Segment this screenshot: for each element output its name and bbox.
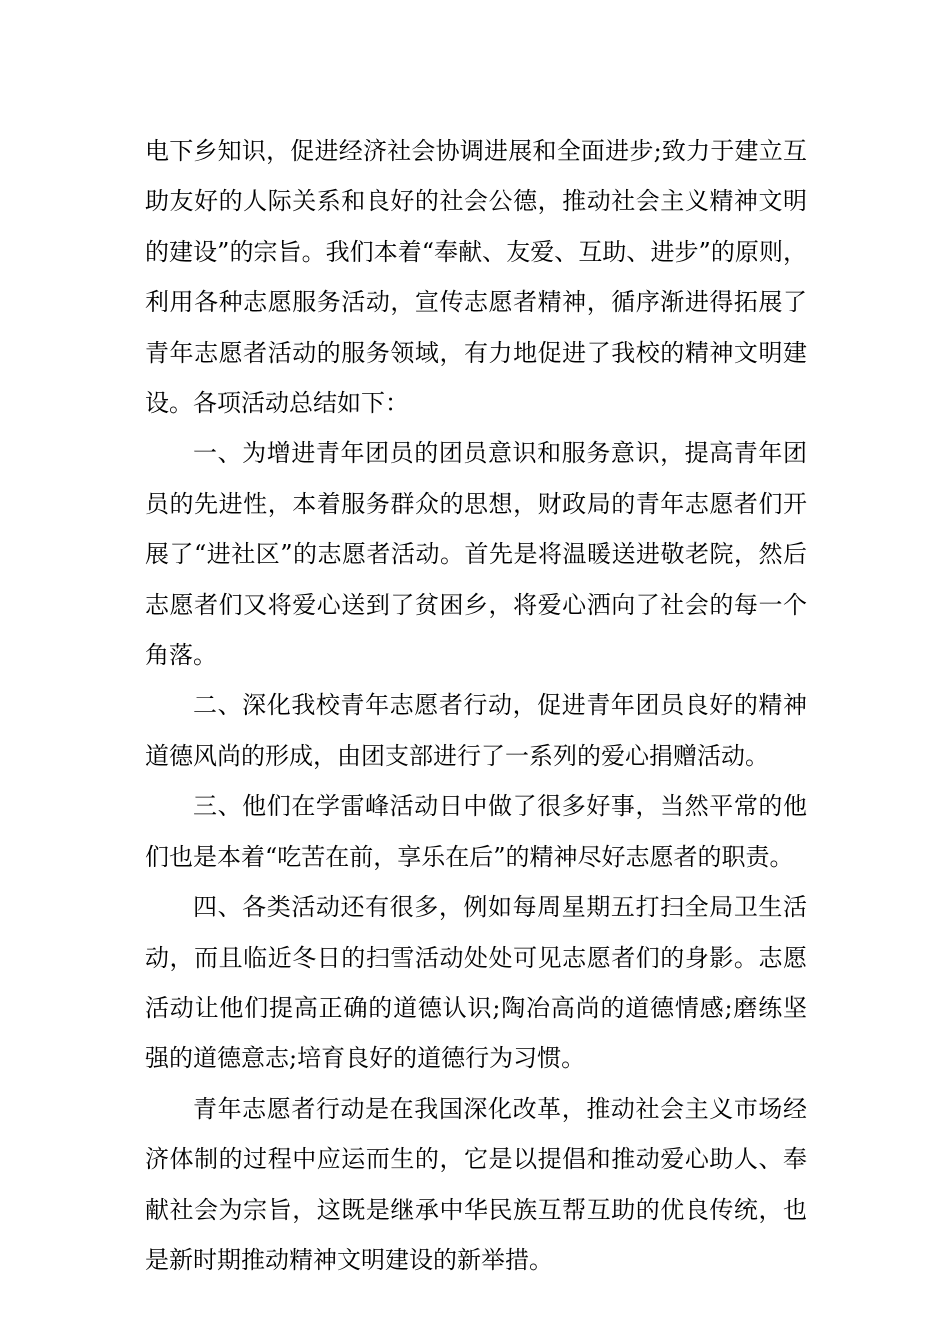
paragraph-item-four: 四、各类活动还有很多，例如每周星期五打扫全局卫生活动，而且临近冬日的扫雪活动处处可见志愿者们的身影。志愿活动让他们提高正确的道德认识;陶冶高尚的道德情感;磨练坚强的道德意志;培育良好的道德行为习惯。 (145, 893, 807, 1073)
paragraph-item-two: 二、深化我校青年志愿者行动，促进青年团员良好的精神道德风尚的形成，由团支部进行了一系列的爱心捐赠活动。 (145, 691, 807, 770)
paragraph-item-one: 一、为增进青年团员的团员意识和服务意识，提高青年团员的先进性，本着服务群众的思想，财政局的青年志愿者们开展了“进社区”的志愿者活动。首先是将温暖送进敬老院，然后志愿者们又将爱心送到了贫困乡，将爱心洒向了社会的每一个角落。 (145, 439, 807, 670)
document-body (145, 126, 807, 1285)
paragraph-conclusion: 青年志愿者行动是在我国深化改革，推动社会主义市场经济体制的过程中应运而生的，它是以提倡和推动爱心助人、奉献社会为宗旨，这既是继承中华民族互帮互助的优良传统，也是新时期推动精神文明建设的新举措。 (145, 1094, 807, 1274)
paragraph-item-three: 三、他们在学雷峰活动日中做了很多好事，当然平常的他们也是本着“吃苦在前，享乐在后”的精神尽好志愿者的职责。 (145, 792, 807, 871)
paragraph-continuation: 电下乡知识，促进经济社会协调进展和全面进步;致力于建立互助友好的人际关系和良好的社会公德，推动社会主义精神文明的建设”的宗旨。我们本着“奉献、友爱、互助、进步”的原则，利用各种志愿服务活动，宣传志愿者精神，循序渐进得拓展了青年志愿者活动的服务领域，有力地促进了我校的精神文明建设。各项活动总结如下： (145, 137, 807, 418)
